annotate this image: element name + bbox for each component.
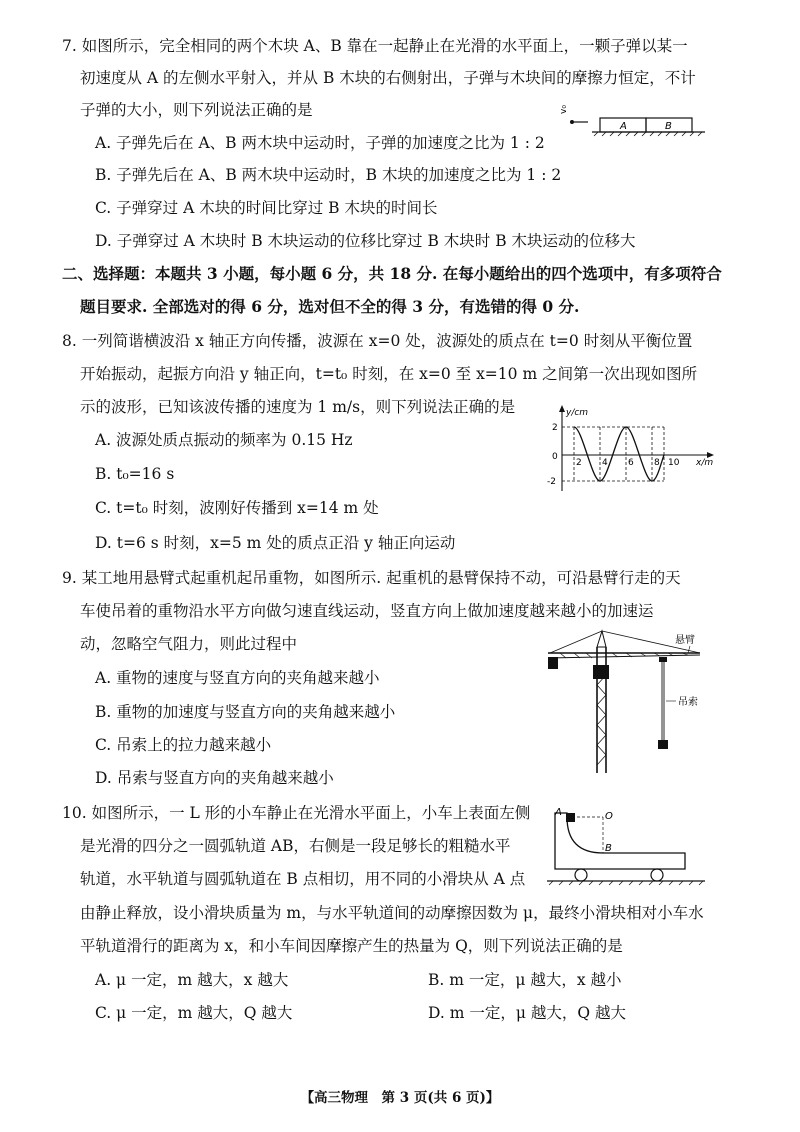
q9-load (658, 740, 668, 749)
q9-cable-label: 吊索 (678, 697, 698, 708)
q7-block-a-label: A (620, 121, 627, 132)
q9-arm-label: 悬臂 (675, 635, 695, 646)
q9-crane-figure (540, 625, 720, 775)
q9-stem-line-3: 动，忽略空气阻力，则此过程中 (80, 635, 298, 653)
q8-x-axis-label: x/m (696, 458, 714, 468)
q7-stem-line-3: 子弹的大小，则下列说法正确的是 (80, 101, 313, 119)
q8-xtick-6: 6 (628, 458, 634, 468)
q10-option-a: A. μ 一定，m 越大，x 越大 (95, 971, 289, 989)
q8-xtick-2: 2 (576, 458, 582, 468)
q7-option-b: B. 子弹先后在 A、B 两木块中运动时，B 木块的加速度之比为 1 : 2 (95, 166, 562, 184)
q10-point-b-label: B (605, 843, 612, 854)
q9-option-a: A. 重物的速度与竖直方向的夹角越来越小 (95, 669, 380, 687)
section2-instructions-line-2: 题目要求. 全部选对的得 6 分，选对但不全的得 3 分，有选错的得 0 分. (80, 297, 580, 316)
q7-block-b-label: B (665, 121, 672, 132)
q10-cart-figure (545, 805, 715, 890)
q8-stem-line-3: 示的波形，已知该波传播的速度为 1 m/s，则下列说法正确的是 (80, 398, 516, 416)
q8-origin-label: 0 (552, 452, 558, 462)
q8-waveform-curve (574, 427, 664, 481)
q8-option-b: B. t₀=16 s (95, 465, 175, 483)
q10-stem-line-5: 平轨道滑行的距离为 x，和小车间因摩擦产生的热量为 Q，则下列说法正确的是 (80, 937, 623, 955)
q8-option-d: D. t=6 s 时刻，x=5 m 处的质点正沿 y 轴正向运动 (95, 534, 456, 552)
q10-option-b: B. m 一定，μ 越大，x 越小 (428, 971, 622, 989)
q7-option-c: C. 子弹穿过 A 木块的时间比穿过 B 木块的时间长 (95, 199, 438, 217)
q7-stem-line-2: 初速度从 A 的左侧水平射入，并从 B 木块的右侧射出，子弹与木块间的摩擦力恒定，不计 (80, 69, 696, 87)
q8-xtick-4: 4 (602, 458, 608, 468)
q7-fig-v0-label: v₀ (559, 105, 569, 114)
q10-point-o-label: O (605, 811, 613, 822)
q8-y-axis-label: y/cm (566, 408, 589, 418)
q9-stem-line-2: 车使吊着的重物沿水平方向做匀速直线运动，竖直方向上做加速度越来越小的加速运 (80, 602, 654, 620)
q10-option-c: C. μ 一定，m 越大，Q 越大 (95, 1004, 293, 1022)
q7-stem-line-1: 7. 如图所示，完全相同的两个木块 A、B 靠在一起静止在光滑的水平面上，一颗子弹以某一 (62, 37, 688, 55)
q10-option-d: D. m 一定，μ 越大，Q 越大 (428, 1004, 626, 1022)
q8-stem-line-1: 8. 一列简谐横波沿 x 轴正方向传播，波源在 x=0 处，波源处的质点在 t=0 时刻从平衡位置 (62, 332, 693, 350)
q8-ytick-minus2: -2 (547, 477, 556, 487)
q8-ytick-2: 2 (552, 423, 558, 433)
q8-wave-figure (530, 403, 720, 493)
q7-figure-blocks (560, 100, 710, 140)
q8-option-c: C. t=t₀ 时刻，波刚好传播到 x=14 m 处 (95, 499, 379, 517)
q9-option-c: C. 吊索上的拉力越来越小 (95, 736, 272, 754)
q8-option-a: A. 波源处质点振动的频率为 0.15 Hz (95, 431, 353, 449)
q10-stem-line-2: 是光滑的四分之一圆弧轨道 AB，右侧是一段足够长的粗糙水平 (80, 837, 511, 855)
q7-option-a: A. 子弹先后在 A、B 两木块中运动时，子弹的加速度之比为 1 : 2 (95, 134, 545, 152)
q9-option-b: B. 重物的加速度与竖直方向的夹角越来越小 (95, 703, 396, 721)
q9-option-d: D. 吊索与竖直方向的夹角越来越小 (95, 769, 334, 787)
q10-stem-line-4: 由静止释放，设小滑块质量为 m，与水平轨道间的动摩擦因数为 μ，最终小滑块相对小车水 (80, 904, 704, 922)
q10-point-a-label: A (555, 807, 562, 818)
q8-xtick-10: 10 (668, 458, 680, 468)
q10-stem-line-3: 轨道，水平轨道与圆弧轨道在 B 点相切，用不同的小滑块从 A 点 (80, 870, 526, 888)
q10-stem-line-1: 10. 如图所示，一 L 形的小车静止在光滑水平面上，小车上表面左侧 (62, 804, 531, 822)
q9-stem-line-1: 9. 某工地用悬臂式起重机起吊重物，如图所示. 起重机的悬臂保持不动，可沿悬臂行走的天 (62, 569, 681, 587)
q8-stem-line-2: 开始振动，起振方向沿 y 轴正向，t=t₀ 时刻，在 x=0 至 x=10 m 之间第一次出现如图所 (80, 365, 698, 383)
section2-instructions-line-1: 二、选择题：本题共 3 小题，每小题 6 分，共 18 分. 在每小题给出的四个选项中，有多项符合 (62, 264, 722, 283)
q10-slider-block (566, 813, 575, 822)
page-footer: 【高三物理 第 3 页(共 6 页)】 (300, 1090, 500, 1106)
q8-xtick-8: 8 (654, 458, 660, 468)
q7-option-d: D. 子弹穿过 A 木块时 B 木块运动的位移比穿过 B 木块时 B 木块运动的位移大 (95, 232, 636, 250)
